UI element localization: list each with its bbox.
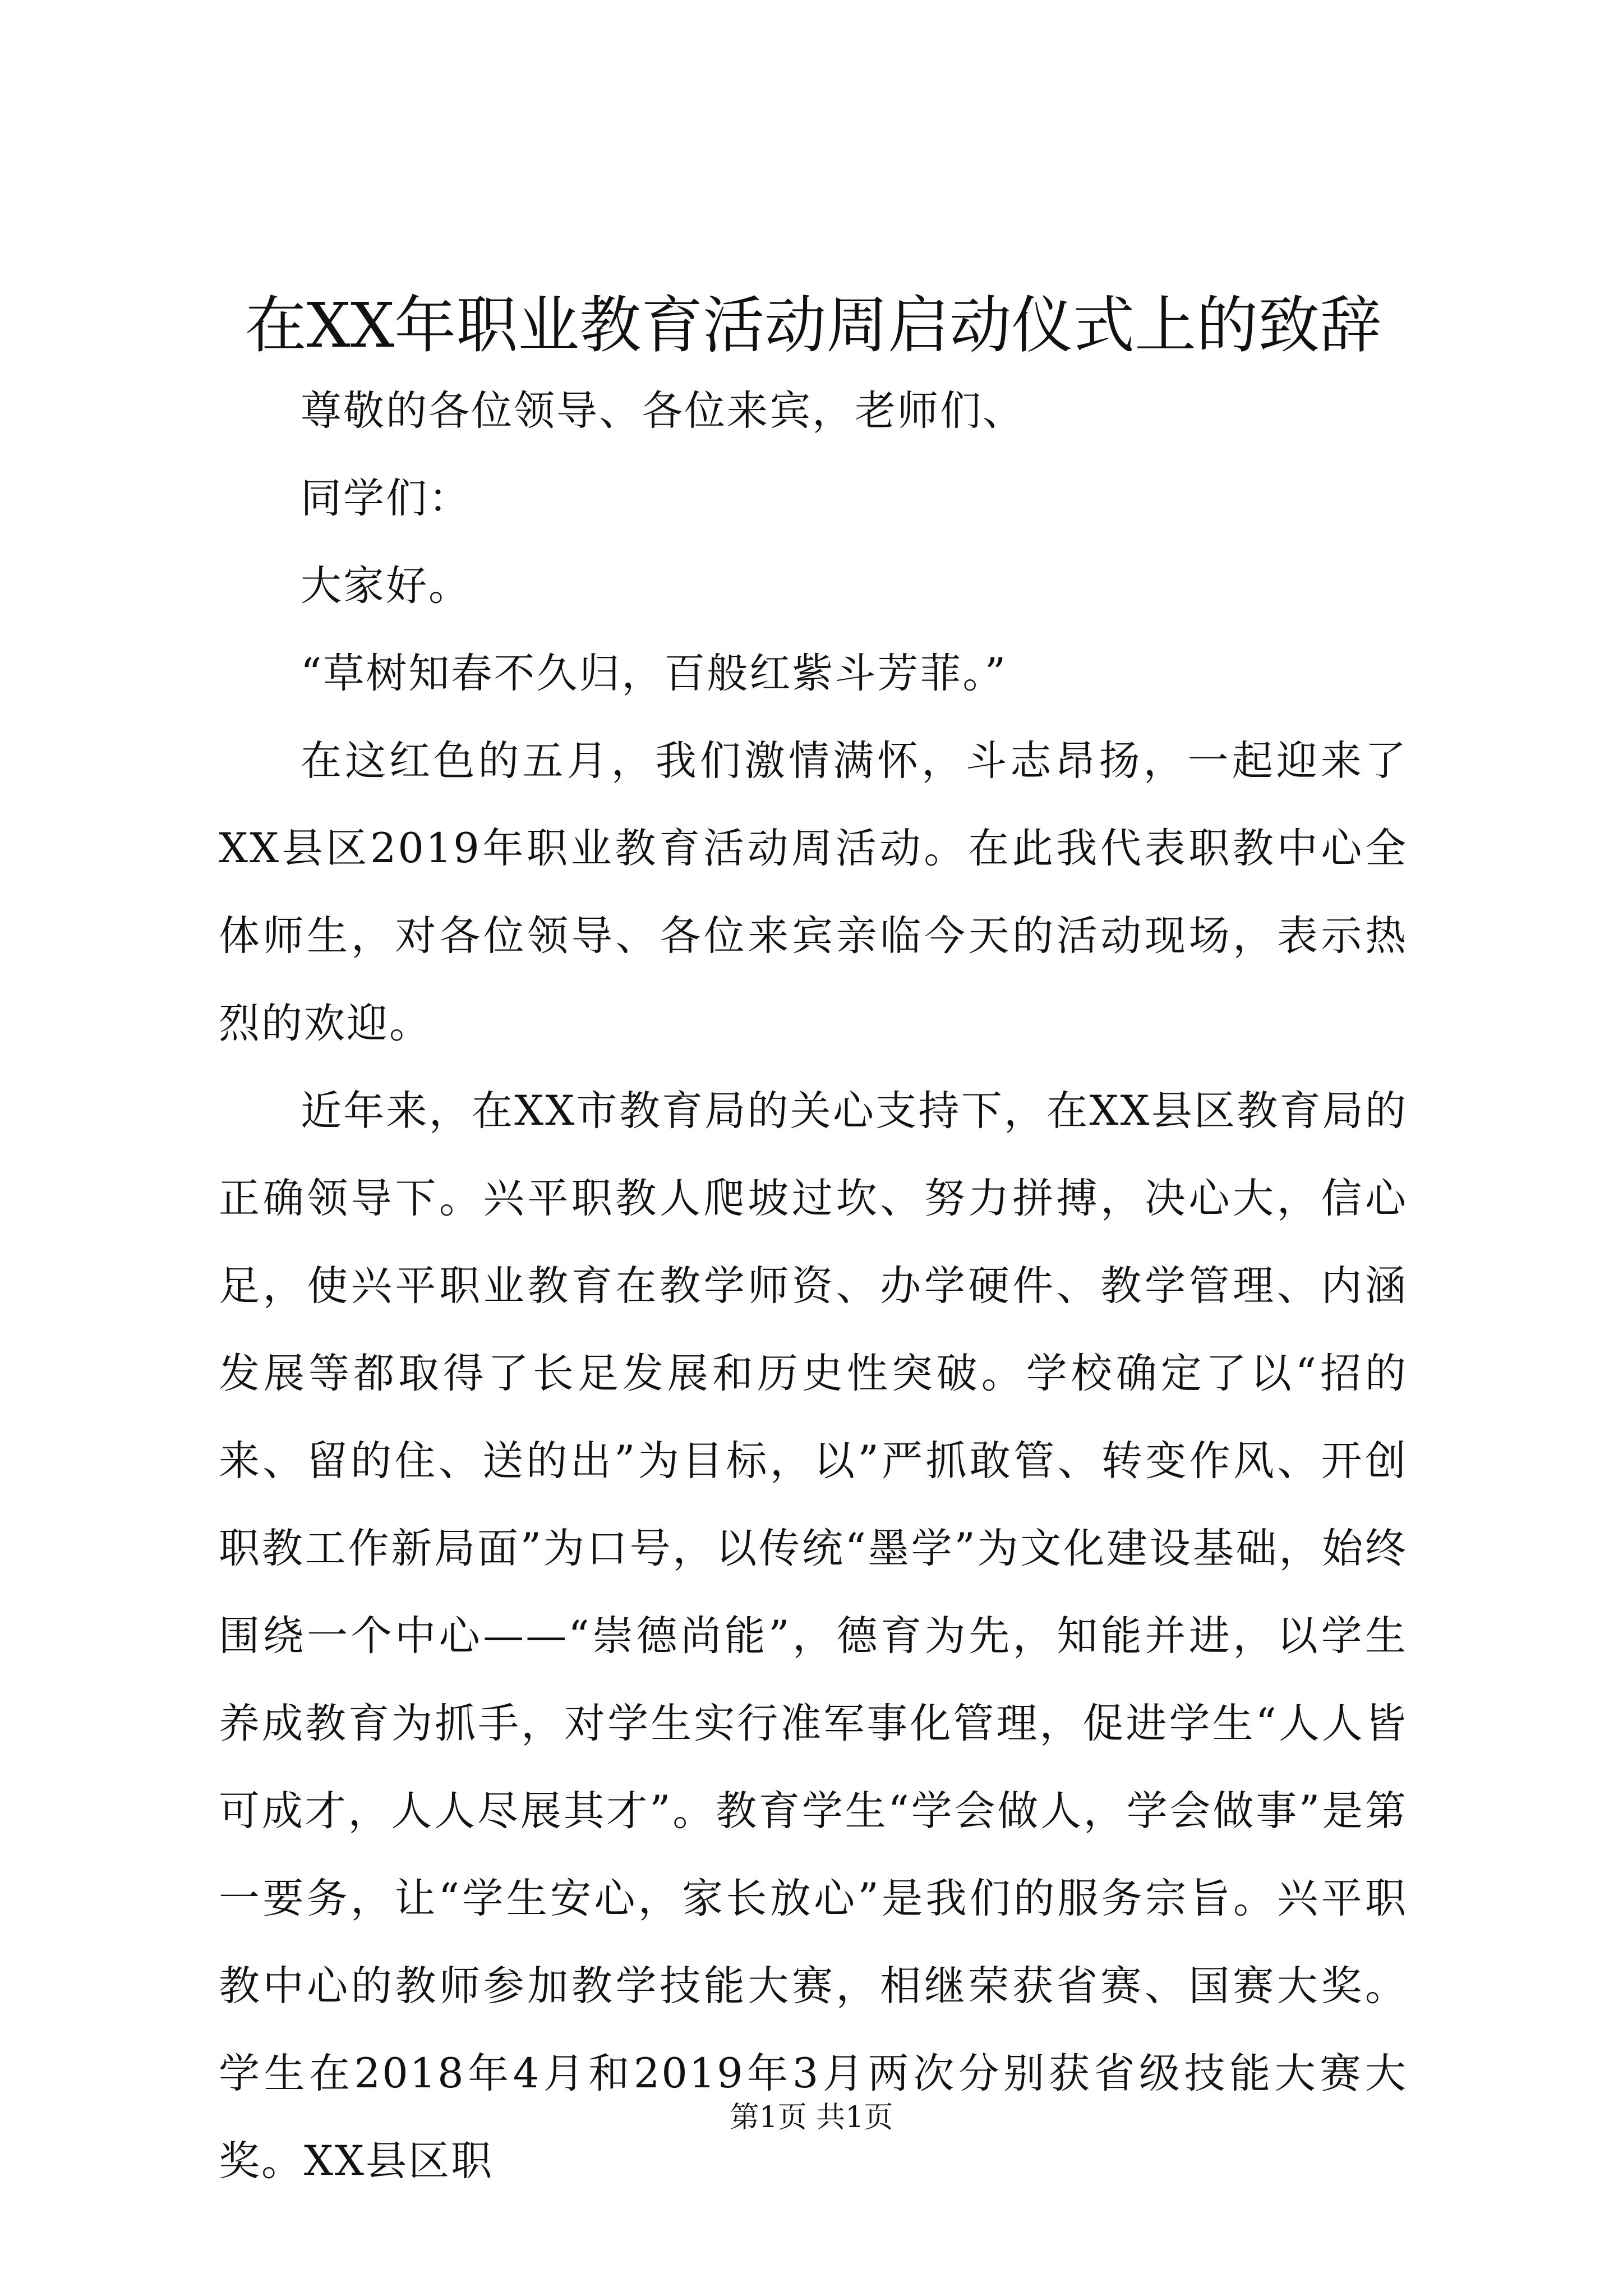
greeting: 大家好。 <box>301 562 471 610</box>
page-number-footer: 第1页 共1页 <box>730 2101 893 2134</box>
poem-quote: “草树知春不久归，百般红紫斗芳菲。” <box>301 650 1008 697</box>
paragraph-welcome: 在这红色的五月，我们激情满怀，斗志昂扬，一起迎来了XX县区2019年职业教育活动周活动。在此我代表职教中心全体师生，对各位领导、各位来宾亲临今天的活动现场，表示热烈的欢迎。 <box>219 737 1408 1047</box>
paragraph-achievements: 近年来，在XX市教育局的关心支持下，在XX县区教育局的正确领导下。兴平职教人爬坡过坎、努力拼搏，决心大，信心足，使兴平职业教育在教学师资、办学硬件、教学管理、内涵发展等都取得了长足发展和历史性突破。学校确定了以“招的来、留的住、送的出”为目标，以”严抓敢管、转变作风、开创职教工作新局面”为口号，以传统“墨学”为文化建设基础，始终围绕一个中心——“崇德尚能”，德育为先，知能并进，以学生养成教育为抓手，对学生实行准军事化管理，促进学生“人人皆可成才，人人尽展其才”。教育学生“学会做人，学会做事”是第一要务，让“学生安心，家长放心”是我们的服务宗旨。兴平职教中心的教师参加教学技能大赛，相继荣获省赛、国赛大奖。学生在2018年4月和2019年3月两次分别获省级技能大赛大奖。XX县区职 <box>219 1087 1408 2185</box>
document-body <box>219 367 1408 2205</box>
document-title: 在XX年职业教育活动周启动仪式上的致辞 <box>245 289 1382 361</box>
salutation-line-2: 同学们： <box>301 475 471 522</box>
salutation-line-1: 尊敬的各位领导、各位来宾，老师们、 <box>301 387 1025 435</box>
